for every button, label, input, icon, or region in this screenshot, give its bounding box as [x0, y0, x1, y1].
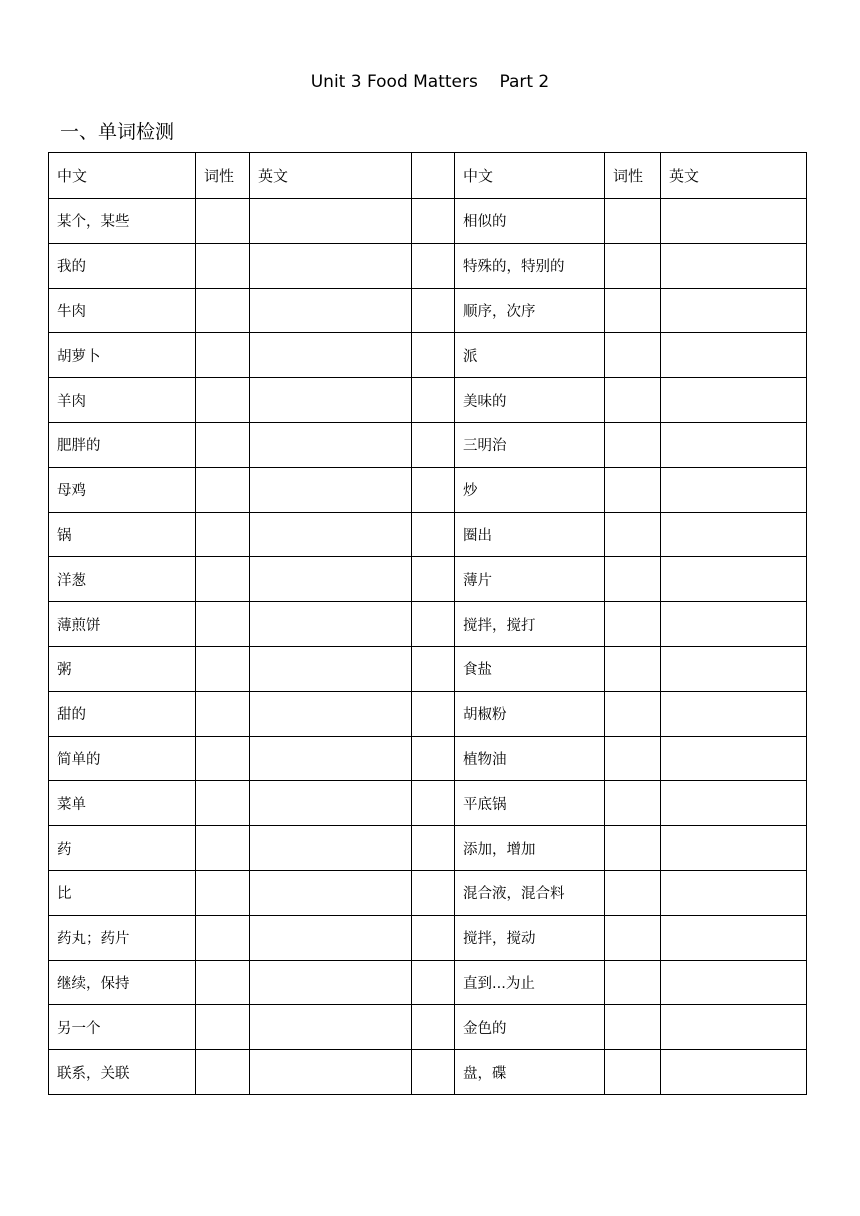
english-answer-right[interactable]	[661, 781, 807, 826]
english-answer-right[interactable]	[661, 333, 807, 378]
gap-cell	[412, 602, 455, 647]
table-row	[49, 333, 807, 378]
english-answer-left[interactable]	[250, 512, 412, 557]
gap-cell	[412, 826, 455, 871]
english-answer-left[interactable]	[250, 243, 412, 288]
pos-answer-left[interactable]	[196, 378, 250, 423]
chinese-word-left: 联系，关联	[49, 1050, 196, 1095]
gap-cell	[412, 1050, 455, 1095]
chinese-word-left: 粥	[49, 646, 196, 691]
english-answer-right[interactable]	[661, 1005, 807, 1050]
gap-cell	[412, 512, 455, 557]
gap-cell	[412, 467, 455, 512]
pos-answer-left[interactable]	[196, 960, 250, 1005]
table-row	[49, 288, 807, 333]
english-answer-left[interactable]	[250, 915, 412, 960]
pos-answer-right[interactable]	[605, 736, 661, 781]
chinese-word-left: 锅	[49, 512, 196, 557]
english-answer-right[interactable]	[661, 646, 807, 691]
table-row	[49, 691, 807, 736]
table-row	[49, 512, 807, 557]
gap-cell	[412, 557, 455, 602]
english-answer-right[interactable]	[661, 691, 807, 736]
gap-cell	[412, 243, 455, 288]
table-row	[49, 467, 807, 512]
chinese-word-right: 美味的	[455, 378, 605, 423]
chinese-word-left: 羊肉	[49, 378, 196, 423]
pos-answer-right[interactable]	[605, 422, 661, 467]
english-answer-right[interactable]	[661, 512, 807, 557]
pos-answer-left[interactable]	[196, 1005, 250, 1050]
english-answer-left[interactable]	[250, 781, 412, 826]
chinese-word-right: 相似的	[455, 199, 605, 244]
chinese-word-left: 我的	[49, 243, 196, 288]
chinese-word-left: 比	[49, 870, 196, 915]
chinese-word-left: 洋葱	[49, 557, 196, 602]
header-english-left: 英文	[250, 153, 412, 199]
pos-answer-right[interactable]	[605, 467, 661, 512]
english-answer-right[interactable]	[661, 826, 807, 871]
english-answer-right[interactable]	[661, 422, 807, 467]
english-answer-left[interactable]	[250, 288, 412, 333]
english-answer-left[interactable]	[250, 378, 412, 423]
chinese-word-right: 食盐	[455, 646, 605, 691]
pos-answer-left[interactable]	[196, 467, 250, 512]
chinese-word-right: 特殊的，特别的	[455, 243, 605, 288]
pos-answer-right[interactable]	[605, 512, 661, 557]
english-answer-left[interactable]	[250, 1050, 412, 1095]
pos-answer-left[interactable]	[196, 870, 250, 915]
pos-answer-right[interactable]	[605, 691, 661, 736]
gap-cell	[412, 199, 455, 244]
gap-cell	[412, 646, 455, 691]
chinese-word-left: 继续，保持	[49, 960, 196, 1005]
english-answer-left[interactable]	[250, 691, 412, 736]
table-row	[49, 602, 807, 647]
english-answer-left[interactable]	[250, 467, 412, 512]
table-row	[49, 422, 807, 467]
english-answer-left[interactable]	[250, 870, 412, 915]
pos-answer-right[interactable]	[605, 288, 661, 333]
gap-cell	[412, 378, 455, 423]
gap-cell	[412, 870, 455, 915]
english-answer-right[interactable]	[661, 602, 807, 647]
english-answer-left[interactable]	[250, 602, 412, 647]
table-row	[49, 915, 807, 960]
header-chinese-right: 中文	[455, 153, 605, 199]
chinese-word-left: 薄煎饼	[49, 602, 196, 647]
gap-cell	[412, 781, 455, 826]
chinese-word-right: 派	[455, 333, 605, 378]
english-answer-right[interactable]	[661, 199, 807, 244]
chinese-word-right: 薄片	[455, 557, 605, 602]
english-answer-left[interactable]	[250, 199, 412, 244]
chinese-word-left: 牛肉	[49, 288, 196, 333]
english-answer-right[interactable]	[661, 870, 807, 915]
pos-answer-left[interactable]	[196, 557, 250, 602]
english-answer-right[interactable]	[661, 378, 807, 423]
pos-answer-right[interactable]	[605, 960, 661, 1005]
english-answer-right[interactable]	[661, 960, 807, 1005]
pos-answer-right[interactable]	[605, 915, 661, 960]
header-english-right: 英文	[661, 153, 807, 199]
english-answer-right[interactable]	[661, 557, 807, 602]
section-heading: 一、单词检测	[60, 121, 175, 143]
chinese-word-left: 胡萝卜	[49, 333, 196, 378]
pos-answer-left[interactable]	[196, 915, 250, 960]
gap-cell	[412, 422, 455, 467]
english-answer-right[interactable]	[661, 288, 807, 333]
pos-answer-right[interactable]	[605, 1050, 661, 1095]
table-row	[49, 736, 807, 781]
pos-answer-right[interactable]	[605, 199, 661, 244]
chinese-word-left: 简单的	[49, 736, 196, 781]
pos-answer-left[interactable]	[196, 288, 250, 333]
chinese-word-right: 三明治	[455, 422, 605, 467]
chinese-word-right: 搅拌，搅打	[455, 602, 605, 647]
pos-answer-left[interactable]	[196, 691, 250, 736]
table-row	[49, 960, 807, 1005]
table-row	[49, 1050, 807, 1095]
table-row	[49, 557, 807, 602]
english-answer-left[interactable]	[250, 333, 412, 378]
english-answer-left[interactable]	[250, 826, 412, 871]
table-row	[49, 870, 807, 915]
pos-answer-left[interactable]	[196, 512, 250, 557]
table-row	[49, 243, 807, 288]
chinese-word-right: 添加，增加	[455, 826, 605, 871]
gap-cell	[412, 915, 455, 960]
pos-answer-left[interactable]	[196, 333, 250, 378]
chinese-word-right: 植物油	[455, 736, 605, 781]
english-answer-right[interactable]	[661, 1050, 807, 1095]
chinese-word-right: 搅拌，搅动	[455, 915, 605, 960]
english-answer-left[interactable]	[250, 557, 412, 602]
pos-answer-left[interactable]	[196, 826, 250, 871]
chinese-word-left: 某个，某些	[49, 199, 196, 244]
chinese-word-left: 药丸；药片	[49, 915, 196, 960]
pos-answer-right[interactable]	[605, 557, 661, 602]
table-row	[49, 781, 807, 826]
pos-answer-left[interactable]	[196, 1050, 250, 1095]
gap-cell	[412, 153, 455, 199]
pos-answer-right[interactable]	[605, 333, 661, 378]
pos-answer-right[interactable]	[605, 378, 661, 423]
chinese-word-left: 甜的	[49, 691, 196, 736]
chinese-word-left: 菜单	[49, 781, 196, 826]
chinese-word-right: 混合液，混合料	[455, 870, 605, 915]
chinese-word-right: 胡椒粉	[455, 691, 605, 736]
english-answer-left[interactable]	[250, 1005, 412, 1050]
table-row	[49, 199, 807, 244]
pos-answer-right[interactable]	[605, 602, 661, 647]
chinese-word-left: 母鸡	[49, 467, 196, 512]
english-answer-right[interactable]	[661, 915, 807, 960]
header-pos-right: 词性	[605, 153, 661, 199]
pos-answer-right[interactable]	[605, 646, 661, 691]
pos-answer-left[interactable]	[196, 422, 250, 467]
header-pos-left: 词性	[196, 153, 250, 199]
gap-cell	[412, 736, 455, 781]
english-answer-right[interactable]	[661, 243, 807, 288]
gap-cell	[412, 333, 455, 378]
pos-answer-left[interactable]	[196, 736, 250, 781]
chinese-word-left: 肥胖的	[49, 422, 196, 467]
table-row	[49, 826, 807, 871]
document-title: Unit 3 Food Matters Part 2	[310, 72, 550, 92]
chinese-word-left: 另一个	[49, 1005, 196, 1050]
gap-cell	[412, 1005, 455, 1050]
header-chinese-left: 中文	[49, 153, 196, 199]
pos-answer-right[interactable]	[605, 1005, 661, 1050]
vocabulary-table	[48, 152, 807, 1095]
pos-answer-right[interactable]	[605, 870, 661, 915]
pos-answer-left[interactable]	[196, 243, 250, 288]
english-answer-left[interactable]	[250, 646, 412, 691]
table-row	[49, 1005, 807, 1050]
english-answer-right[interactable]	[661, 736, 807, 781]
table-row	[49, 378, 807, 423]
pos-answer-left[interactable]	[196, 199, 250, 244]
pos-answer-left[interactable]	[196, 781, 250, 826]
gap-cell	[412, 691, 455, 736]
gap-cell	[412, 288, 455, 333]
gap-cell	[412, 960, 455, 1005]
pos-answer-right[interactable]	[605, 243, 661, 288]
chinese-word-right: 顺序，次序	[455, 288, 605, 333]
pos-answer-left[interactable]	[196, 646, 250, 691]
pos-answer-right[interactable]	[605, 826, 661, 871]
english-answer-right[interactable]	[661, 467, 807, 512]
table-header-row	[49, 153, 807, 199]
table-row	[49, 646, 807, 691]
chinese-word-right: 金色的	[455, 1005, 605, 1050]
chinese-word-right: 炒	[455, 467, 605, 512]
english-answer-left[interactable]	[250, 736, 412, 781]
pos-answer-right[interactable]	[605, 781, 661, 826]
pos-answer-left[interactable]	[196, 602, 250, 647]
english-answer-left[interactable]	[250, 422, 412, 467]
chinese-word-right: 盘，碟	[455, 1050, 605, 1095]
chinese-word-right: 圈出	[455, 512, 605, 557]
chinese-word-left: 药	[49, 826, 196, 871]
english-answer-left[interactable]	[250, 960, 412, 1005]
chinese-word-right: 平底锅	[455, 781, 605, 826]
chinese-word-right: 直到...为止	[455, 960, 605, 1005]
